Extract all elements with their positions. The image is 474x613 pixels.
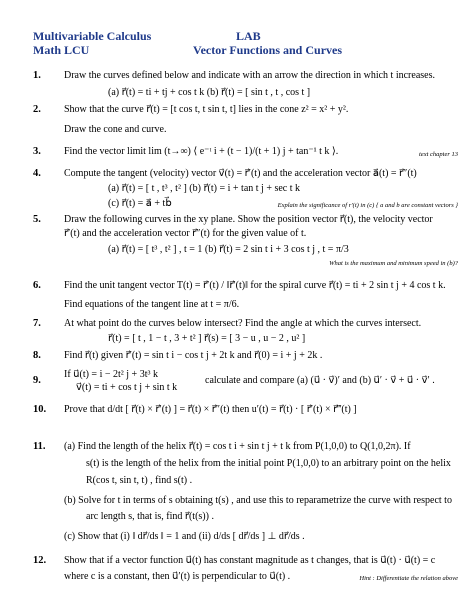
hint-text: text chapter 13 — [419, 151, 458, 158]
problem-text: s(t) is the length of the helix from the initial point P(1,0,0) to an arbitrary point on the helix — [86, 458, 451, 469]
problem-number: 9. — [33, 375, 41, 386]
problem-text: (a) r⃗(t) = ti + tj + cos t k (b) r⃗(t) = [ sin t , t , cos t ] — [108, 87, 311, 98]
problem-text: r⃗′(t) and the acceleration vector r⃗″(t) for the given value of t. — [64, 228, 307, 239]
problem-text: calculate and compare (a) (u⃗ · v⃗)′ and (b) u⃗′ · v⃗ + u⃗ · v⃗′ . — [205, 375, 435, 386]
problem-text: Draw the curves defined below and indicate with an arrow the direction in which t increases. — [64, 70, 435, 81]
problem-text: (a) Find the length of the helix r⃗(t) = cos t i + sin t j + t k from P(1,0,0) to Q(1,0,2π). If — [64, 441, 411, 452]
problem-number: 7. — [33, 318, 41, 329]
problem-text: Draw the following curves in the xy plane. Show the position vector r⃗(t), the velocity vector — [64, 214, 433, 225]
problem-text: v⃗(t) = ti + cos t j + sin t k — [76, 382, 178, 393]
problem-number: 6. — [33, 280, 41, 291]
problem-text: If u⃗(t) = i − 2t² j + 3t³ k — [64, 369, 158, 380]
problem-number: 8. — [33, 350, 41, 361]
problem-text: (c) r⃗(t) = a⃗ + tb⃗ — [108, 198, 172, 209]
problem-text: (a) r⃗(t) = [ t³ , t² ] , t = 1 (b) r⃗(t) = 2 sin t i + 3 cos t j , t = π/3 — [108, 244, 349, 255]
problem-number: 12. — [33, 555, 47, 566]
problem-text: Prove that d/dt [ r⃗(t) × r⃗′(t) ] = r⃗(t) × r⃗″(t) then u′(t) = r⃗(t) · [ r⃗′(t) × r⃗‴(t) ] — [64, 404, 357, 415]
hint-text: Hint : Differentiate the relation above — [359, 575, 458, 582]
problem-text: (c) Show that (i) ‖ dr⃗/ds ‖ = 1 and (ii) d/ds [ dr⃗/ds ] ⊥ dr⃗/ds . — [64, 531, 305, 542]
problem-number: 5. — [33, 214, 41, 225]
problem-text: Find the vector limit lim (t→∞) ⟨ e⁻ᵗ i + (t − 1)/(t + 1) j + tan⁻¹ t k ⟩. — [64, 146, 339, 157]
problem-text: Draw the cone and curve. — [64, 124, 167, 135]
lab-label: LAB — [236, 29, 261, 43]
problem-text: Compute the tangent (velocity) vector v⃗(t) = r⃗′(t) and the acceleration vector a⃗(t) = r⃗″(t) — [64, 168, 417, 179]
problem-text: R(cos t, sin t, t) , find s(t) . — [86, 475, 193, 486]
problem-number: 11. — [33, 441, 46, 452]
school-name: Math LCU — [33, 43, 90, 57]
problem-text: arc length s, that is, find r⃗(t(s)) . — [86, 511, 214, 522]
problem-text: r⃗(t) = [ t , 1 − t , 3 + t² ] r⃗(s) = [ 3 − u , u − 2 , u² ] — [108, 333, 306, 344]
problem-text: Show that the curve r⃗(t) = [t cos t, t sin t, t] lies in the cone z² = x² + y². — [64, 104, 349, 115]
problem-number: 3. — [33, 146, 41, 157]
problem-text: Find r⃗(t) given r⃗′(t) = sin t i − cos t j + 2t k and r⃗(0) = i + j + 2k . — [64, 350, 323, 361]
hint-text: Explain the significance of r′(t) in (c) { a and b are constant vectors } — [277, 202, 458, 209]
problem-number: 10. — [33, 404, 47, 415]
course-title: Multivariable Calculus — [33, 29, 152, 43]
hint-text: What is the maximum and minimum speed in (b)? — [329, 260, 458, 267]
problem-number: 1. — [33, 70, 41, 81]
problem-text: (b) Solve for t in terms of s obtaining t(s) , and use this to reparametrize the curve with respect to — [64, 495, 452, 506]
problem-text: Find the unit tangent vector T(t) = r⃗′(t) / ‖r⃗′(t)‖ for the spiral curve r⃗(t) = ti + 2 sin t j + 4 cos t k. — [64, 280, 446, 291]
problem-text: (a) r⃗(t) = [ t , t³ , t² ] (b) r⃗(t) = i + tan t j + sec t k — [108, 183, 301, 194]
topic-title: Vector Functions and Curves — [193, 43, 343, 57]
problem-text: where c is a constant, then u⃗′(t) is perpendicular to u⃗(t) . — [64, 571, 291, 582]
problem-text: Show that if a vector function u⃗(t) has constant magnitude as t changes, that is u⃗(t) · u⃗(t) = c — [64, 555, 436, 566]
problem-text: Find equations of the tangent line at t = π/6. — [64, 299, 240, 310]
problem-number: 2. — [33, 104, 41, 115]
problem-number: 4. — [33, 168, 41, 179]
problem-text: At what point do the curves below intersect? Find the angle at which the curves intersect. — [64, 318, 422, 329]
